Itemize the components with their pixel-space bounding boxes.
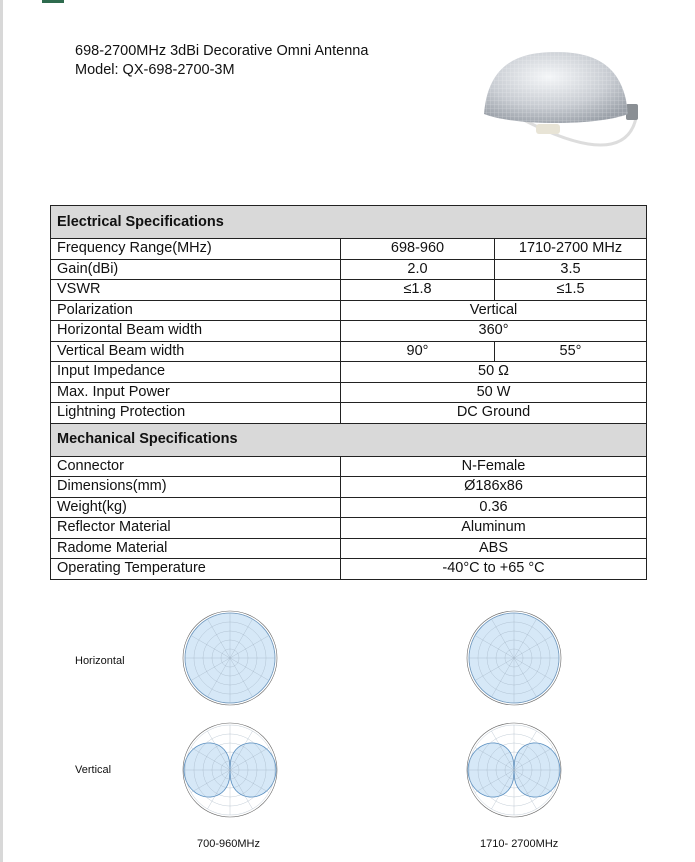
table-row (51, 497, 647, 518)
table-row (51, 321, 647, 342)
table-row (51, 259, 647, 280)
spec-value-high: 3.5 (495, 259, 647, 280)
product-title: 698-2700MHz 3dBi Decorative Omni Antenna (75, 43, 369, 59)
antenna-photo (478, 44, 658, 174)
table-row (51, 477, 647, 498)
spec-value-low: 2.0 (341, 259, 495, 280)
horizontal-pattern-low (180, 608, 280, 708)
spec-label: Dimensions(mm) (51, 477, 341, 498)
spec-value: 50 Ω (341, 362, 647, 383)
spec-label: Lightning Protection (51, 403, 341, 424)
spec-value: DC Ground (341, 403, 647, 424)
spec-value-low: 698-960 (341, 239, 495, 260)
table-row (51, 239, 647, 260)
table-row (51, 382, 647, 403)
horizontal-pattern-high (464, 608, 564, 708)
electrical-heading-row (51, 206, 647, 239)
table-row (51, 518, 647, 539)
table-row (51, 300, 647, 321)
table-row (51, 362, 647, 383)
spec-label: VSWR (51, 280, 341, 301)
mechanical-heading: Mechanical Specifications (51, 423, 647, 456)
band-label-low: 700-960MHz (197, 838, 260, 850)
table-row (51, 559, 647, 580)
electrical-heading: Electrical Specifications (51, 206, 647, 239)
spec-label: Frequency Range(MHz) (51, 239, 341, 260)
page-left-border (0, 0, 3, 862)
spec-label: Radome Material (51, 538, 341, 559)
table-row (51, 403, 647, 424)
spec-label: Max. Input Power (51, 382, 341, 403)
spec-label: Reflector Material (51, 518, 341, 539)
logo-fragment (42, 0, 64, 3)
table-row (51, 280, 647, 301)
vertical-pattern-low (180, 720, 280, 820)
spec-value-high: ≤1.5 (495, 280, 647, 301)
spec-value: Aluminum (341, 518, 647, 539)
spec-label: Horizontal Beam width (51, 321, 341, 342)
row-label-horizontal: Horizontal (75, 655, 125, 667)
spec-value: ABS (341, 538, 647, 559)
spec-label: Vertical Beam width (51, 341, 341, 362)
spec-value-low: ≤1.8 (341, 280, 495, 301)
spec-value: 360° (341, 321, 647, 342)
spec-value-low: 90° (341, 341, 495, 362)
spec-label: Weight(kg) (51, 497, 341, 518)
mechanical-heading-row (51, 423, 647, 456)
spec-value: -40°C to +65 °C (341, 559, 647, 580)
spec-label: Gain(dBi) (51, 259, 341, 280)
band-label-high: 1710- 2700MHz (480, 838, 559, 850)
vertical-pattern-high (464, 720, 564, 820)
row-label-vertical: Vertical (75, 764, 112, 776)
spec-label: Connector (51, 456, 341, 477)
spec-label: Input Impedance (51, 362, 341, 383)
table-row (51, 456, 647, 477)
spec-value: Vertical (341, 300, 647, 321)
table-row (51, 538, 647, 559)
spec-value: 0.36 (341, 497, 647, 518)
spec-value: 50 W (341, 382, 647, 403)
product-model: Model: QX-698-2700-3M (75, 62, 235, 78)
spec-value-high: 55° (495, 341, 647, 362)
spec-value: Ø186x86 (341, 477, 647, 498)
spec-label: Operating Temperature (51, 559, 341, 580)
spec-table (50, 205, 647, 580)
spec-value-high: 1710-2700 MHz (495, 239, 647, 260)
spec-label: Polarization (51, 300, 341, 321)
spec-value: N-Female (341, 456, 647, 477)
product-header (75, 42, 368, 80)
table-row (51, 341, 647, 362)
